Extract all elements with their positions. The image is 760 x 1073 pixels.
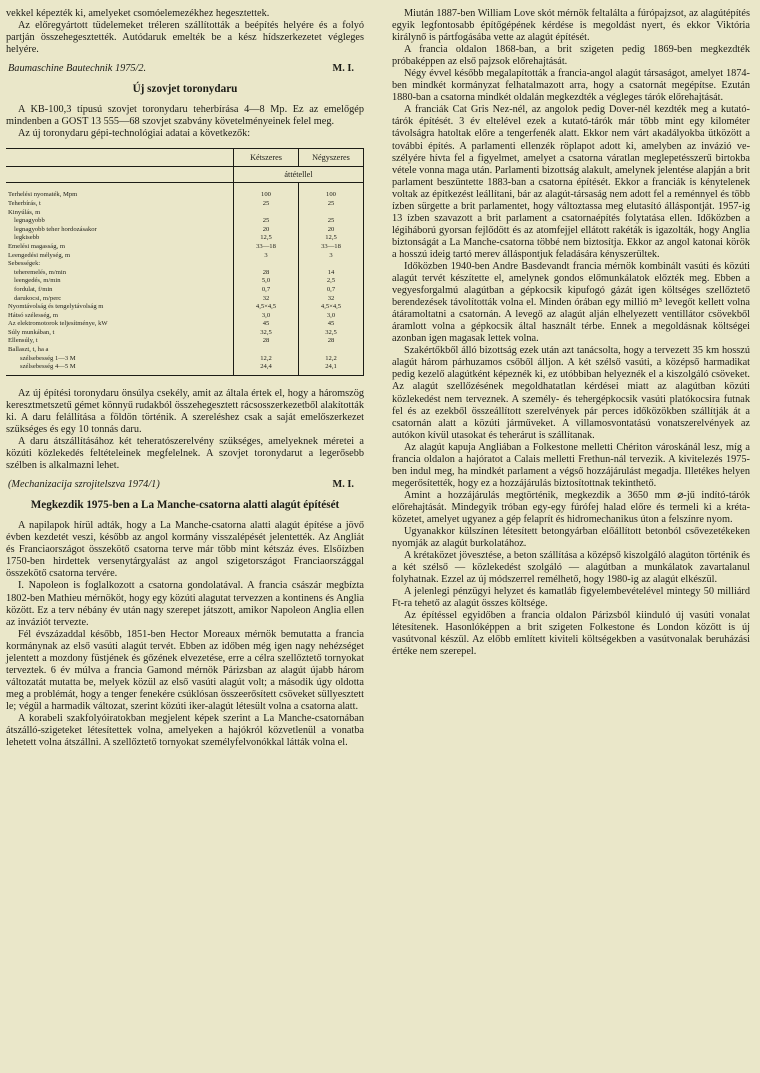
row-label: szélsebesség 1—3 M [20, 354, 76, 362]
cell-double: 25 [234, 200, 299, 209]
row-label: fordulat, f/min [14, 285, 53, 293]
row-label: Teherbírás, t [8, 199, 41, 207]
table-row [6, 295, 364, 304]
paragraph: Amint a hozzájárulás megtörténik, megkezdik a 3650 mm ⌀-jű indító-tárók előrehajtását. Mindegyik tróban egy-egy fúrófej halad előre és termeli ki a krétaközetet, amelyet ugyanez a gép felaprít és hidromechanikus úton a felszínre nyom. [392, 489, 750, 525]
article-title: Új szovjet toronydaru [132, 83, 238, 96]
row-label: Emelési magasság, m [8, 242, 65, 250]
row-label: Ellensúly, t [8, 337, 38, 345]
crane-data-table [6, 148, 364, 375]
table-row [6, 329, 364, 338]
table-body [6, 183, 364, 375]
column-subheader: áttétellel [234, 167, 364, 183]
cell-double: 28 [234, 269, 299, 278]
cell-quadruple [299, 346, 364, 355]
cell-quadruple: 4,5×4,5 [299, 303, 364, 312]
source-name: Baumaschine Bautechnik 1975/2. [8, 63, 147, 75]
table-row [6, 346, 364, 355]
paragraph: A jelenlegi pénzügyi helyzet és kamatláb figyelembevételével mintegy 50 milliárd Ft-ra tehető az alagút összes költsége. [392, 586, 750, 610]
table-row [6, 260, 364, 269]
cell-quadruple: 24,1 [299, 363, 364, 375]
cell-quadruple: 12,5 [299, 234, 364, 243]
table-row [6, 337, 364, 346]
cell-quadruple: 0,7 [299, 286, 364, 295]
paragraph: Az építéssel egyidőben a francia oldalon Párizsból kiinduló új vasúti vonalat létesítenek. Hasonlóképpen a brit szigeten Folkestone és London között is új vasútvonal készül. Az előbb említett kiviteli költségekben a vasútvonalak beruházási értéke nem szerepel. [392, 610, 750, 658]
paragraph: A KB-100,3 típusú szovjet toronydaru teherbírása 4—8 Mp. Ez az emelőgép mindenben a GOST 13 555—68 szovjet szabvány követelményeinek felel meg. [6, 104, 364, 128]
cell-double: 5,0 [234, 277, 299, 286]
paragraph: Miután 1887-ben William Love skót mérnök feltalálta a fúrópajzsot, az alagútépítés egyik legfontosabb építőgépének kérdése is megoldást nyert, és ekkor Viktória királynő is pártfogásába vette az alagút építését. [392, 8, 750, 44]
row-label: legnagyobb [14, 217, 45, 225]
cell-quadruple: 14 [299, 269, 364, 278]
row-label: darukocsi, m/perc [14, 294, 62, 302]
cell-quadruple: 3 [299, 252, 364, 261]
row-label: Ballaszt, t, ha a [8, 346, 49, 354]
table-row [6, 226, 364, 235]
paragraph: A napilapok hírül adták, hogy a La Manche-csatorna alatti alagút építése a jövő évben kezdetét veszi, később az angol kormány visszalépését jelentették. Az Angliát és Franciaországot összekötő csatorna terve már több mint kétszáz éves. Elsőízben 1750-ben hirdettek versenytárgyalást az angol szigetországot Franciaországgal összekötő csatorna tervére. [6, 520, 364, 580]
cell-quadruple: 32 [299, 295, 364, 304]
row-label: Hátsó szélesség, m [8, 311, 58, 319]
cell-double: 100 [234, 183, 299, 200]
cell-double: 4,5×4,5 [234, 303, 299, 312]
table-row [6, 320, 364, 329]
column-header: Kétszeres [234, 149, 299, 167]
article-title: Megkezdik 1975-ben a La Manche-csatorna alatti alagút építését [30, 499, 340, 512]
right-column [392, 8, 750, 659]
source-name: (Mechanizacija szrojitelszva 1974/1) [8, 479, 160, 491]
table-row [6, 217, 364, 226]
cell-double: 45 [234, 320, 299, 329]
author-signature: M. I. [332, 479, 354, 491]
cell-double: 3,0 [234, 312, 299, 321]
paragraph: Időközben 1940-ben Andre Basdevandt francia mérnök kombinált vasúti és közúti alagút tervét készítette el, amelynek gondos előmunkálatok előzték meg. Ebben a vegyesforgalmú alagútban a gépkocsik kipufogó gázát igen költséges szellőztető berendezések távolították volna el. Minden órában egy millió m³ levegőt kellett volna átáramoltatni a csatornán. A levegő az alagút alján elhelyezett ventillátor csövekből áramlott volna a gépkocsik által használt térbe. Ennek a megoldásnak költségei azonban igen magasak lettek volna. [392, 260, 750, 345]
row-label: Sebességek: [8, 260, 41, 268]
table-row [6, 363, 364, 375]
table-row [6, 252, 364, 261]
table-row [6, 234, 364, 243]
cell-double: 0,7 [234, 286, 299, 295]
paragraph: Az előregyártott tüdelemeket tréleren szállították a beépítés helyére és a folyó partján összehegesztették. Autódaruk emelték be a kész hídszerkezetet végleges helyére. [6, 20, 364, 56]
left-column [6, 8, 364, 749]
cell-quadruple: 2,5 [299, 277, 364, 286]
table-row [6, 277, 364, 286]
row-label: Nyomtávolság és tengelytávolság m [8, 303, 104, 311]
paragraph: A daru átszállításához két teheratószerelvény szükséges, amelyeknek méretei a közúti közlekedés feltételeinek megfelelnek. A szovjet toronydarut a legerősebb szélben is alkalmazni lehet. [6, 436, 364, 472]
paragraph: Fél évszázaddal később, 1851-ben Hector Moreaux mérnök bemutatta a francia kormánynak az első vasúti alagút tervét. Ebben az időben még igen nagy nehézséget jelentett a mozdony füstjének és gőzének elvezetése, erre a célra szellőztető tornyokat terveztek. 6 év múlva a francia Gamond mérnök Párizsban az alagút újabb három változatát mutatta be, melyek közül az első vasúti alagút volt; a második úgy oldotta meg a problémát, hogy a tenger fenekére csúklósan összeerősített csöveket süllyesztett le; végül a harmadik változat, szerint közúti iker-alagút létesült volna a csatorna alatt. [6, 628, 364, 712]
author-signature: M. I. [332, 63, 354, 75]
cell-quadruple: 20 [299, 226, 364, 235]
cell-quadruple: 28 [299, 337, 364, 346]
table-row [6, 200, 364, 209]
cell-quadruple: 25 [299, 217, 364, 226]
cell-quadruple: 33—18 [299, 243, 364, 252]
paragraph: I. Napoleon is foglalkozott a csatorna gondolatával. A francia császár megbízta 1802-ben Mathieu mérnököt, hogy egy közúti alagutat tervezzen a kontinens és Anglia között. Ez a terv nébány év után nagy szerepet játszott, amikor Napoleon Anglia ellen az inváziót tervezte. [6, 580, 364, 628]
table-row [6, 286, 364, 295]
cell-quadruple: 3,0 [299, 312, 364, 321]
table-row [6, 355, 364, 364]
paragraph: vekkel képezték ki, amelyeket csomóelemezékhez hegesztettek. [6, 8, 270, 19]
paragraph: A franciák Cat Gris Nez-nél, az angolok pedig Dover-nél kezdték meg a kutató-tárók építését. 3 év eltelével ezek a kutató-tárók már több mint egy kilométer távolságra hatoltak előre a tengerfenék alatt. Ekkor nem várt akadályokba ütközött a további építés. A parlamenti ellenzék röplapot adott ki, amelyben az invázió veszélyére hívta fel a figyelmet, amelyet a csatorna váratlan meglepetésszerű birtokba vétele vonna maga után. Parlamenti bizottság alakult, amelynek jelentése alapján a brit parlament beszüntette 1883-ban a csatorna építését. Ekkor a franciák is kénytelenek voltak az építkezést leállítani, bár az alagút-társaság nem adott fel a reménnyel és több ízben sürgette a brit parlamentet, hogy változtassa meg elutasító álláspontját. 1957-ig 13 ízben szavazott a brit parlament a csatornaépítés folytatása ellen. Időközben a légiháború gyorsan fejlődött és az atomfejjel ellátott rakéták is igazolták, hogy Anglia biztonságát a La Manche-csatorna többé nem biztosítja. Ekkor az angol katonai körök a hosszú ideig tartó merev álláspontjuk feladására kényszerültek. [392, 104, 750, 260]
cell-double: 25 [234, 217, 299, 226]
source-citation [8, 479, 364, 491]
cell-quadruple: 25 [299, 200, 364, 209]
paragraph: Az új építési toronydaru önsúlya csekély, amit az általa értek el, hogy a háromszög keresztmetszetű gémet könnyű rudakból összehegesztett rácsosszerkezetből alakították ki. A daru felállítása a földön történik. A szereléshez csak a saját emelőszerkezet szükséges és egy 10 tonnás daru. [6, 387, 364, 435]
cell-double: 32,5 [234, 329, 299, 338]
row-label: Kinyúlás, m [8, 208, 41, 216]
cell-quadruple [299, 209, 364, 218]
cell-double: 33—18 [234, 243, 299, 252]
table-row [6, 303, 364, 312]
cell-double [234, 260, 299, 269]
row-label: teheremelés, m/min [14, 268, 66, 276]
cell-double: 20 [234, 226, 299, 235]
cell-quadruple: 45 [299, 320, 364, 329]
table-row [6, 269, 364, 278]
cell-double: 32 [234, 295, 299, 304]
paragraph: Ugyanakkor külszínen létesített betongyárban előállított betonból csővezetékeken nyomják az alagút burkolatához. [392, 526, 750, 550]
paragraph: Az alagút kapuja Angliában a Folkestone melletti Chériton városkánál lesz, míg a francia oldalon a hajóratot a Calais melletti Frethun-nál tervezik. A kivitelezés 1975-ben indul meg, ha mindkét parlament a végső hozzájárulást megadja. Illetékes helyen megerősítették, hogy ez a hozzájárulás biztosítottnak tekinthető. [392, 441, 750, 489]
row-label: Terhelési nyomaték, Mpm [8, 191, 78, 199]
paragraph: Négy évvel később megalapították a francia-angol alagút társaságot, amelyet 1874-ben mindkét kormányzat felhatalmazott arra, hogy a csatornát megépítse. Ezután 1880-ban a csatorna mindkét oldalán megkezdték a végleges tárók előrehajtását. [392, 68, 750, 104]
cell-double: 28 [234, 337, 299, 346]
cell-double: 12,5 [234, 234, 299, 243]
cell-quadruple [299, 260, 364, 269]
table-row [6, 183, 364, 200]
cell-double: 3 [234, 252, 299, 261]
paragraph: A francia oldalon 1868-ban, a brit szigeten pedig 1869-ben megkezdték próbaképpen az első pajzsok előrehajtását. [392, 44, 750, 68]
paragraph: Szakértőkből álló bizottság ezek után azt tanácsolta, hogy a tervezett 35 km hosszú alagút három párhuzamos csőből álljon. A két szélső vasúti, a középső harmadikat pedig kezelő alagútként képeznék ki, ez utóbbiban helyeznék el a kiszolgáló csöveket. Az alagút szellőzésének megoldhatatlan kérdései miatt az alagútban közúti közlekedést nem terveznek. A személy- és tehergépkocsik vasúti platókocsira futnak fel és az ezekből összeállított szerelvények pár perces időközökben szállítják át a csatornán alatt a közúti járműveket. A villamosvontatású vonatszerelvények az autókon kívül utasokat és teherárut is szállítanak. [392, 345, 750, 441]
cell-double: 24,4 [234, 363, 299, 375]
row-label: legkisebb [14, 234, 40, 242]
cell-quadruple: 12,2 [299, 355, 364, 364]
row-label: Leengedési mélység, m [8, 251, 71, 259]
row-label: Súly munkában, t [8, 328, 55, 336]
table-row [6, 312, 364, 321]
cell-double [234, 209, 299, 218]
paragraph: A krétaközet jövesztése, a beton szállítása a középső kiszolgáló alagúton történik és a két szélső — közlekedést szolgáló — alagútban a munkálatok zavartalanul folyhatnak. Ezzel az új módszerrel remélhető, hogy 1980-ig az alagút elkészül. [392, 550, 750, 586]
paragraph: Az új toronydaru gépi-technológiai adatai a következők: [18, 128, 251, 140]
cell-double: 12,2 [234, 355, 299, 364]
row-label: leengedés, m/min [14, 277, 61, 285]
row-label: legnagyobb teher hordozásakor [14, 225, 97, 233]
table-row [6, 243, 364, 252]
table-row [6, 209, 364, 218]
row-label: Az elektromotorok teljesítménye, kW [8, 320, 108, 328]
cell-quadruple: 100 [299, 183, 364, 200]
paragraph: A korabeli szakfolyóiratokban megjelent képek szerint a La Manche-csatornában átszálló-szigeteket létesítettek volna, amelyeken a hajókról közvetlenül a vonatba lehetett volna átszállni. A szellőztető tornyokat személyfelvonókkal látták volna el. [6, 712, 364, 749]
column-header: Négyszeres [299, 149, 364, 167]
cell-double [234, 346, 299, 355]
cell-quadruple: 32,5 [299, 329, 364, 338]
source-citation [8, 63, 364, 75]
row-label: szélsebesség 4—5 M [6, 363, 234, 375]
